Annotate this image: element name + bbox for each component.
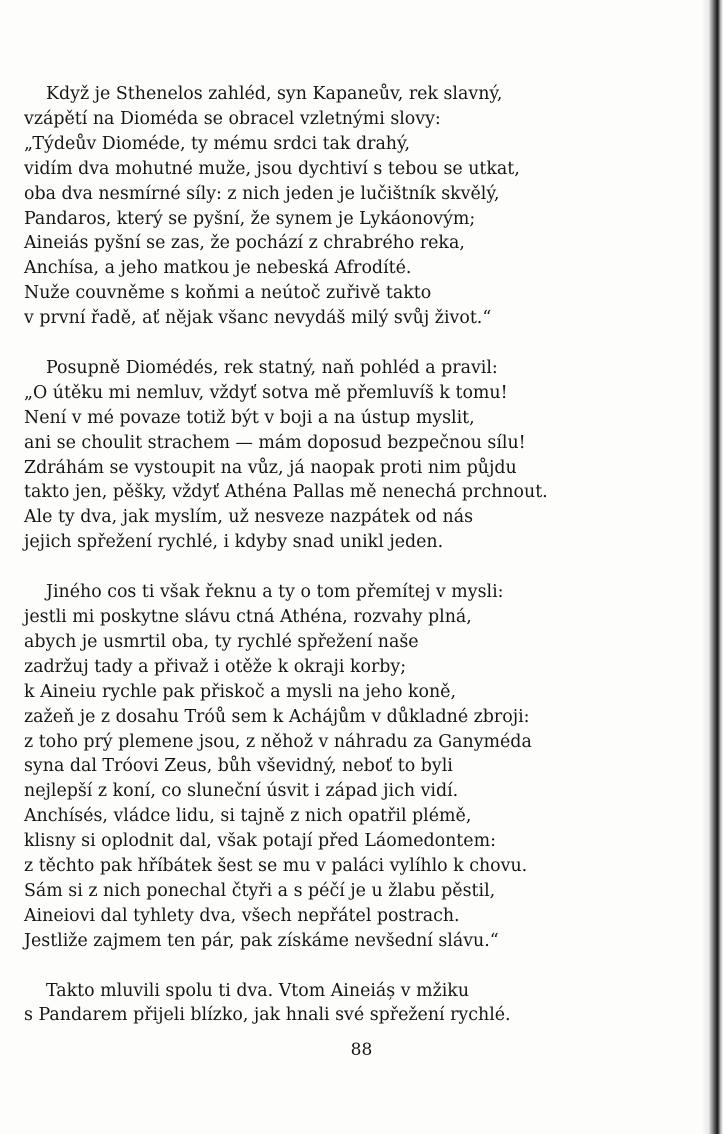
stanza-1 [24, 82, 684, 331]
verse-line: Ale ty dva, jak myslím, už nesveze nazpátek od nás [24, 507, 474, 528]
stanza-4 [24, 979, 684, 1029]
verse-line: Pandaros, který se pyšní, že synem je Lykáonovým; [24, 208, 476, 229]
verse-line: „Týdeův Dioméde, ty mému srdci tak drahý, [24, 133, 411, 154]
verse-line: Aineiovi dal tyhlety dva, všech nepřátel postrach. [24, 905, 460, 926]
verse-line: ani se choulit strachem — mám doposud bezpečnou sílu! [24, 432, 526, 453]
verse-line: Takto mluvili spolu ti dva. Vtom Aineiáș v mžiku [46, 980, 470, 1001]
verse-line: „O útěku mi nemluv, vždyť sotva mě přemluvíš k tomu! [24, 382, 508, 403]
verse-line: Jestliže zajmem ten pár, pak získáme nevšední slávu.“ [24, 930, 499, 951]
verse-line: Jiného cos ti však řeknu a ty o tom přemítej v mysli: [46, 582, 504, 603]
verse-line: vzápětí na Dioméda se obracel vzletnými slovy: [24, 108, 441, 129]
verse-line: klisny si oplodnit dal, však potají před Láomedontem: [24, 831, 496, 852]
verse-line: zažeň je z dosahu Tróů sem k Achájům v důkladné zbroji: [24, 706, 530, 727]
verse-line: jejich spřežení rychlé, i kdyby snad unikl jeden. [24, 532, 444, 553]
verse-line: vidím dva mohutné muže, jsou dychtiví s tebou se utkat, [24, 158, 520, 179]
verse-line: oba dva nesmírné síly: z nich jeden je lučištník skvělý, [24, 183, 500, 204]
verse-line: Zdráhám se vystoupit na vůz, já naopak proti nim půjdu [24, 457, 517, 478]
verse-line: Anchísa, a jeho matkou je nebeská Afrodíté. [24, 258, 412, 279]
verse-line: jestli mi poskytne slávu ctná Athéna, rozvahy plná, [24, 607, 472, 627]
stanza-2 [24, 356, 684, 555]
page-number: 88 [350, 1040, 373, 1060]
verse-line: zadržuj tady a přivaž i otěže k okraji korby; [24, 656, 407, 677]
verse-line: Sám si z nich ponechal čtyři a s péčí je u žlabu pěstil, [24, 880, 496, 901]
poem-text [24, 82, 684, 1053]
verse-line: Aineiás pyšní se zas, že pochází z chrabrého reka, [24, 233, 465, 254]
verse-line: k Aineiu rychle pak přiskoč a mysli na jeho koně, [24, 681, 456, 702]
book-spine-shadow [701, 0, 723, 1134]
verse-line: abych je usmrtil oba, ty rychlé spřežení naše [24, 631, 419, 652]
verse-line: Anchísés, vládce lidu, si tajně z nich opatřil plémě, [24, 806, 472, 827]
verse-line: z těchto pak hříbátek šest se mu v paláci vylíhlo k chovu. [24, 856, 528, 877]
verse-line: Není v mé povaze totiž být v boji a na ústup myslit, [24, 407, 475, 428]
verse-line: Když je Sthenelos zahléd, syn Kapaneův, rek slavný, [46, 84, 503, 104]
verse-line: nejlepší z koní, co sluneční úsvit i západ jich vidí. [24, 781, 459, 802]
stanza-3 [24, 580, 684, 954]
verse-line: Posupně Diomédés, rek statný, naň pohléd a pravil: [46, 357, 498, 378]
verse-line: takto jen, pěšky, vždyť Athéna Pallas mě nenechá prchnout. [24, 482, 548, 503]
verse-line: v první řadě, ať nějak všanc nevydáš milý svůj život.“ [24, 308, 492, 329]
verse-line: syna dal Tróovi Zeus, bůh vševidný, neboť to byli [24, 756, 453, 777]
verse-line: s Pandarem přijeli blízko, jak hnali své spřežení rychlé. [24, 1005, 511, 1026]
verse-line: Nuže couvněme s koňmi a neútoč zuřivě takto [24, 283, 432, 304]
verse-line: z toho prý plemene jsou, z něhož v náhradu za Ganyméda [24, 731, 532, 752]
